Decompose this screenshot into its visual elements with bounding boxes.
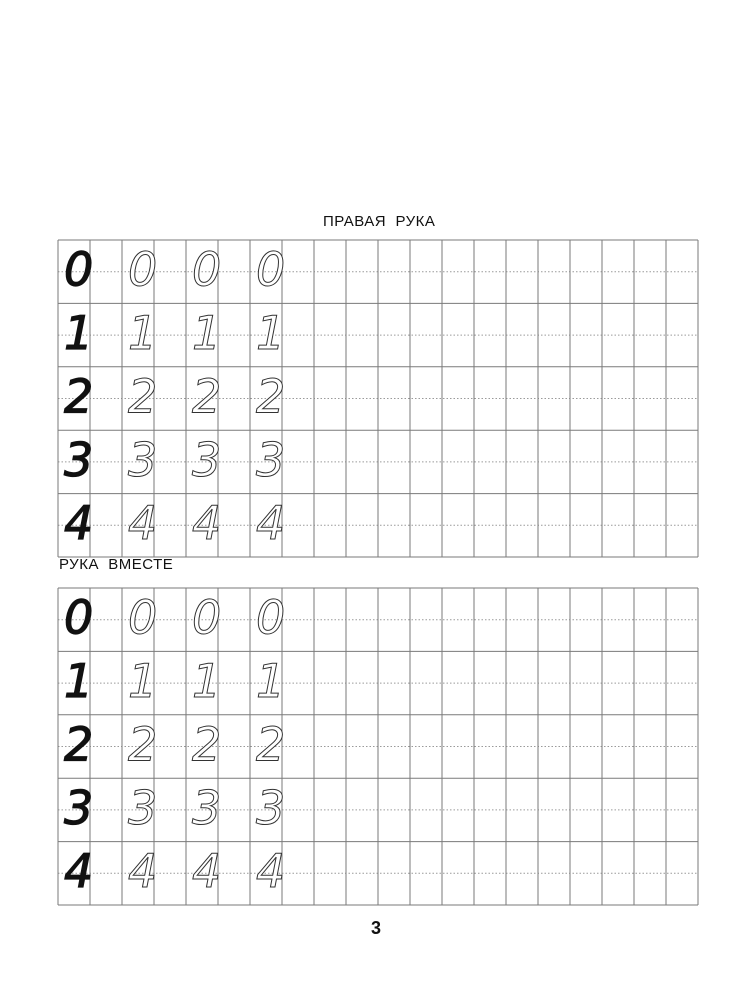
sample-digit: 2 [64, 717, 94, 772]
trace-digit: 4 [256, 496, 286, 551]
trace-digit: 1 [192, 306, 222, 361]
trace-digit: 0 [128, 242, 158, 297]
trace-digit: 0 [192, 590, 222, 645]
trace-digit: 3 [128, 780, 158, 835]
sample-digit: 0 [64, 590, 94, 645]
sample-digit: 2 [64, 369, 94, 424]
trace-digit: 2 [192, 717, 222, 772]
trace-digit: 2 [256, 369, 286, 424]
trace-digit: 2 [128, 717, 158, 772]
trace-digit: 4 [128, 496, 158, 551]
sample-digit: 4 [64, 844, 94, 899]
trace-digit: 4 [256, 844, 286, 899]
trace-digit: 2 [128, 369, 158, 424]
sample-digit: 0 [64, 242, 94, 297]
trace-digit: 4 [128, 844, 158, 899]
trace-digit: 0 [192, 242, 222, 297]
section-heading-together: РУКА ВМЕСТЕ [59, 556, 174, 573]
trace-digit: 4 [192, 496, 222, 551]
sample-digit: 3 [64, 780, 94, 835]
sample-digit: 1 [64, 654, 94, 709]
trace-digit: 2 [256, 717, 286, 772]
section-heading-right-hand: ПРАВАЯ РУКА [323, 213, 436, 230]
page-number: 3 [371, 918, 382, 938]
trace-digit: 0 [128, 590, 158, 645]
trace-digit: 4 [192, 844, 222, 899]
sample-digit: 3 [64, 432, 94, 487]
trace-digit: 1 [128, 654, 158, 709]
trace-digit: 1 [256, 306, 286, 361]
sample-digit: 4 [64, 496, 94, 551]
trace-digit: 1 [256, 654, 286, 709]
trace-digit: 2 [192, 369, 222, 424]
trace-digit: 3 [192, 432, 222, 487]
trace-digit: 3 [256, 432, 286, 487]
trace-digit: 0 [256, 590, 286, 645]
trace-digit: 1 [192, 654, 222, 709]
trace-digit: 1 [128, 306, 158, 361]
trace-digit: 3 [192, 780, 222, 835]
trace-digit: 3 [256, 780, 286, 835]
trace-digit: 3 [128, 432, 158, 487]
sample-digit: 1 [64, 306, 94, 361]
trace-digit: 0 [256, 242, 286, 297]
